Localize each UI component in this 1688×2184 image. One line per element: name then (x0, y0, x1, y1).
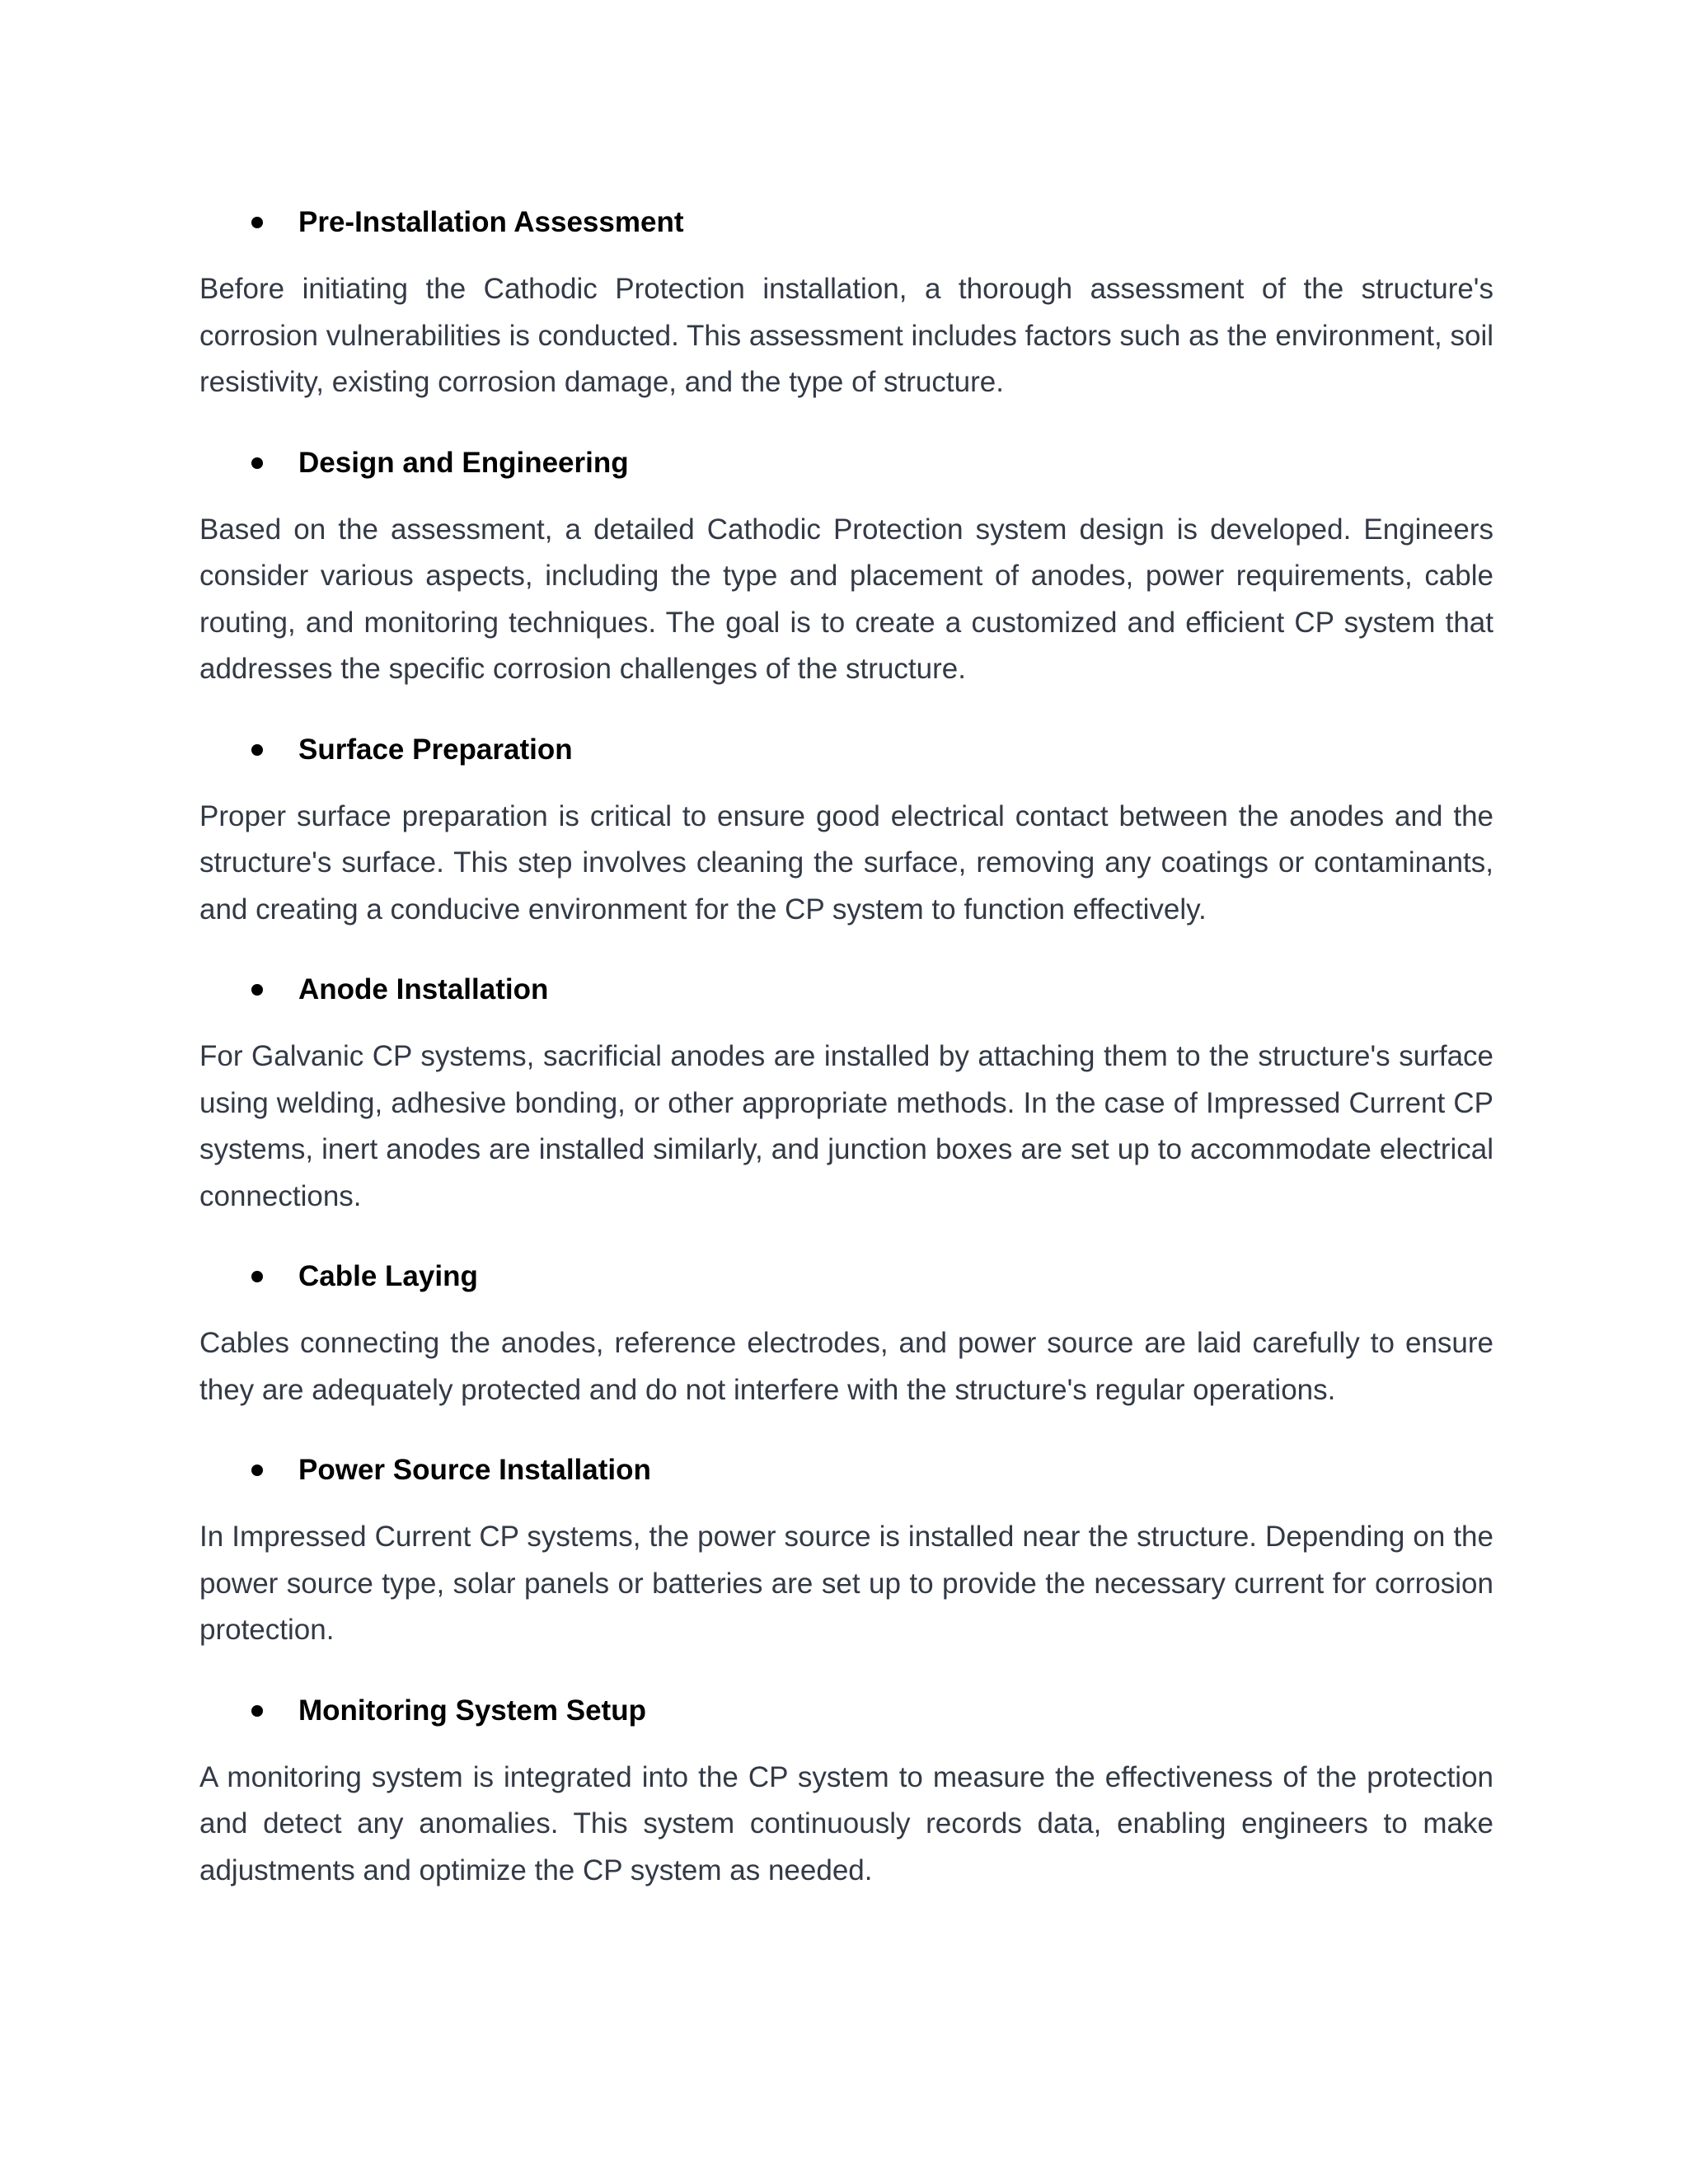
bullet-icon (251, 457, 263, 469)
bullet-icon (251, 984, 263, 996)
section-paragraph: In Impressed Current CP systems, the power source is installed near the structure. Depending on the power source type, solar panels or batteries are set up to provide the necessary current for corrosion protection. (199, 1521, 1493, 1646)
section-heading: Cable Laying (298, 1260, 478, 1292)
section-heading: Anode Installation (298, 973, 549, 1005)
bullet-item (251, 721, 1493, 779)
bullet-icon (251, 1705, 263, 1717)
bullet-icon (251, 1465, 263, 1476)
section-heading: Power Source Installation (298, 1454, 651, 1486)
section-anode-installation (199, 961, 1493, 1220)
document-page (199, 194, 1493, 1922)
section-surface-preparation (199, 721, 1493, 934)
section-pre-installation-assessment (199, 194, 1493, 406)
bullet-item (251, 1682, 1493, 1740)
section-paragraph: A monitoring system is integrated into the CP system to measure the effectiveness of the protection and detect any anomalies. This system continuously records data, enabling engineers to make adjustments and optimize the CP system as needed. (199, 1760, 1493, 1886)
section-paragraph: Proper surface preparation is critical to ensure good electrical contact between the anodes and the structure's surface. This step involves cleaning the surface, removing any coatings or contaminants, and creating a conducive environment for the CP system to function effectively. (199, 799, 1493, 926)
section-paragraph: Before initiating the Cathodic Protection installation, a thorough assessment of the structure's corrosion vulnerabilities is conducted. This assessment includes factors such as the environment, soil resistivity, existing corrosion damage, and the type of structure. (199, 273, 1493, 398)
bullet-icon (251, 1271, 263, 1282)
section-heading: Surface Preparation (298, 733, 573, 766)
section-heading: Pre-Installation Assessment (298, 206, 684, 238)
bullet-icon (251, 744, 263, 756)
bullet-icon (251, 217, 263, 228)
section-power-source-installation (199, 1441, 1493, 1654)
bullet-item (251, 961, 1493, 1019)
bullet-item (251, 1441, 1493, 1499)
section-monitoring-system-setup (199, 1682, 1493, 1895)
section-design-and-engineering (199, 434, 1493, 693)
bullet-item (251, 194, 1493, 251)
section-paragraph: For Galvanic CP systems, sacrificial anodes are installed by attaching them to the structure's surface using welding, adhesive bonding, or other appropriate methods. In the case of Impressed Current CP systems, inert anodes are installed similarly, and junction boxes are set up to accommodate electrical connections. (199, 1040, 1493, 1212)
section-paragraph: Based on the assessment, a detailed Cathodic Protection system design is developed. Engineers consider various aspects, including the type and placement of anodes, power requirements, cable routing, and monitoring techniques. The goal is to create a customized and efficient CP system that addresses the specific corrosion challenges of the structure. (199, 513, 1493, 685)
section-cable-laying (199, 1248, 1493, 1413)
bullet-item (251, 1248, 1493, 1305)
section-paragraph: Cables connecting the anodes, reference electrodes, and power source are laid carefully to ensure they are adequately protected and do not interfere with the structure's regular operations. (199, 1327, 1493, 1406)
section-heading: Design and Engineering (298, 446, 629, 479)
bullet-item (251, 434, 1493, 492)
section-heading: Monitoring System Setup (298, 1694, 646, 1727)
